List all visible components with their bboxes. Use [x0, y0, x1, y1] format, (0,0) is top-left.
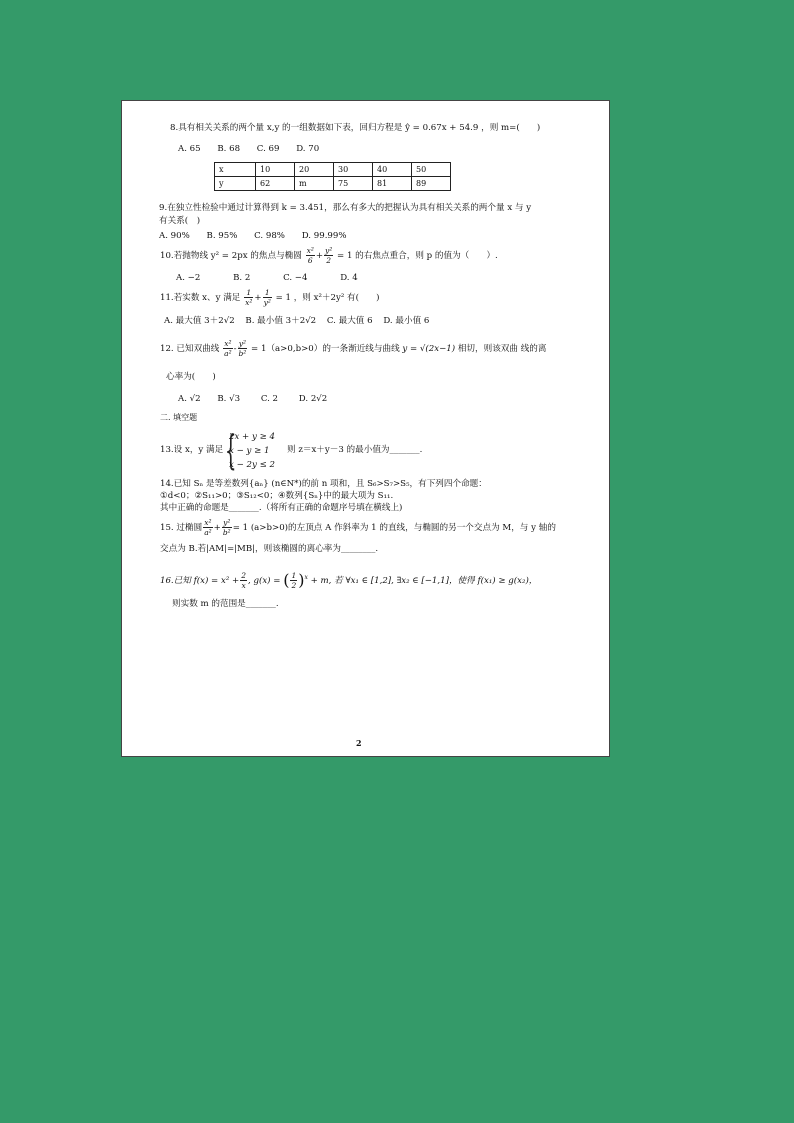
question-13-stem: 13.设 x，y 满足 — [160, 445, 224, 455]
operator: - — [233, 344, 237, 354]
operator: + — [315, 251, 324, 261]
question-10-tail: = 1 的右焦点重合，则 p 的值为（ ）. — [337, 251, 498, 261]
question-10-options — [176, 273, 372, 284]
denominator: x — [241, 580, 246, 590]
question-15-tail: = 1 (a>b>0)的左顶点 A 作斜率为 1 的直线，与椭圆的另一个交点为 M，与 y 轴的 — [232, 523, 556, 533]
fraction — [203, 518, 212, 537]
table-cell: 10 — [256, 163, 295, 177]
option-c: C. 98% — [254, 231, 285, 241]
option-d: D. 4 — [340, 273, 358, 283]
question-10-text — [160, 244, 498, 268]
denominator: 2 — [291, 580, 297, 590]
option-a: A. 65 — [178, 144, 201, 154]
option-c: C. 69 — [256, 144, 280, 154]
exponent-x: x — [304, 574, 308, 581]
regression-data-table — [214, 162, 451, 191]
question-14-line1: 14.已知 Sₙ 是等差数列{aₙ} (n∈N*)的前 n 项和，且 S₆>S₇>S₅，有下列四个命题： — [160, 479, 487, 489]
numerator: x² — [224, 339, 232, 348]
question-10-stem: 10.若抛物线 y² = 2px 的焦点与椭圆 — [160, 251, 302, 261]
numerator: y² — [223, 518, 231, 527]
option-a: A. −2 — [176, 273, 201, 283]
option-d: D. 2√2 — [298, 394, 328, 404]
question-13-tail: 则 z＝x＋y－3 的最小值为_______. — [287, 445, 423, 455]
question-12-options — [178, 394, 341, 405]
option-d: D. 70 — [296, 144, 320, 154]
table-cell: 30 — [334, 163, 373, 177]
option-a: A. 最大值 3＋2√2 — [164, 316, 235, 326]
option-d: D. 99.99% — [301, 231, 347, 241]
inequality: x − y ≥ 1 — [229, 446, 270, 456]
option-c: C. 2 — [260, 394, 279, 404]
operator: + — [213, 523, 221, 533]
table-cell: 89 — [412, 177, 451, 191]
table-cell: 75 — [334, 177, 373, 191]
question-15-line2: 交点为 B.若|AM|=|MB|，则该椭圆的离心率为________. — [160, 544, 379, 554]
question-14-line3: 其中正确的命题是_______.（将所有正确的命题序号填在横线上) — [160, 503, 403, 513]
question-16-tail: + m, 若 ∀x₁ ∈ [1,2], ∃x₂ ∈ [−1,1]，使得 f(x₁) ≥ g(x₂)， — [310, 575, 538, 586]
numerator: x² — [204, 518, 212, 527]
operator: + — [254, 293, 262, 303]
question-9-line2: 有关系( ) — [159, 216, 201, 226]
denominator: a² — [224, 349, 232, 358]
fraction — [223, 339, 232, 358]
question-11-tail: = 1 ，则 x²＋2y² 有( ) — [275, 293, 380, 303]
table-cell: 20 — [295, 163, 334, 177]
section-heading: 二. 填空题 — [160, 413, 198, 422]
denominator: 2 — [326, 256, 332, 265]
question-12-stem: 12. 已知双曲线 — [160, 344, 220, 354]
question-11-options — [164, 316, 443, 327]
fraction — [238, 339, 248, 358]
fraction — [263, 288, 272, 307]
option-c: C. −4 — [283, 273, 308, 283]
question-15-text — [160, 516, 556, 540]
option-b: B. 2 — [233, 273, 251, 283]
denominator: x² — [245, 298, 253, 307]
question-9-options — [159, 231, 361, 242]
option-a: A. 90% — [159, 231, 190, 241]
right-paren: ) — [298, 570, 305, 590]
denominator: b² — [222, 528, 231, 537]
question-8-text: 8.具有相关关系的两个量 x,y 的一组数据如下表，回归方程是 ŷ = 0.67x + 54.9 ，则 m=( ) — [170, 123, 541, 133]
denominator: y² — [263, 298, 271, 307]
left-paren: ( — [283, 570, 290, 590]
numerator: 1 — [291, 570, 297, 580]
question-12-middle: = 1（a>0,b>0）的一条渐近线与曲线 — [251, 344, 400, 354]
table-cell: m — [295, 177, 334, 191]
denominator: b² — [238, 349, 247, 358]
option-b: B. 68 — [217, 144, 241, 154]
question-11-text — [160, 286, 380, 310]
option-b: B. 最小值 3＋2√2 — [245, 316, 317, 326]
denominator: a² — [204, 528, 212, 537]
exam-page — [121, 100, 610, 757]
numerator: 2 — [241, 570, 246, 580]
question-12-text — [160, 337, 547, 361]
question-15-stem: 15. 过椭圆 — [160, 523, 203, 533]
numerator: 1 — [263, 288, 272, 298]
option-a: A. √2 — [178, 394, 201, 404]
table-cell: x — [215, 163, 256, 177]
fraction — [222, 518, 232, 537]
curve-equation: y = √(2x−1) — [402, 344, 456, 354]
table-cell: 81 — [373, 177, 412, 191]
fraction — [244, 288, 253, 307]
question-14-line2: ①d<0；②S₁₁>0；③S₁₂<0；④数列{Sₙ}中的最大项为 S₁₁. — [160, 491, 394, 501]
question-16-stem: 16.已知 f(x) = x² + — [160, 575, 240, 586]
table-row — [215, 177, 451, 191]
fraction — [290, 571, 297, 590]
option-c: C. 最大值 6 — [326, 316, 373, 326]
question-16-middle: , g(x) = — [248, 575, 281, 586]
fraction — [306, 246, 315, 265]
option-b: B. 95% — [206, 231, 238, 241]
table-cell: 50 — [412, 163, 451, 177]
fraction — [324, 246, 333, 265]
question-12-line2: 心率为( ) — [166, 372, 216, 382]
option-d: D. 最小值 6 — [383, 316, 430, 326]
numerator: x² — [306, 246, 314, 255]
numerator: 1 — [244, 288, 253, 298]
question-16-line2: 则实数 m 的范围是_______. — [172, 599, 279, 609]
question-12-tail: 相切，则该双曲 线的离 — [457, 344, 547, 354]
brace-symbol: { — [225, 428, 237, 474]
option-b: B. √3 — [217, 394, 241, 404]
question-9-line1: 9.在独立性检验中通过计算得到 k = 3.451，那么有多大的把握认为具有相关关系的两个量 x 与 y — [159, 203, 532, 213]
question-8-options — [178, 144, 333, 155]
denominator: 6 — [307, 256, 313, 265]
table-cell: 62 — [256, 177, 295, 191]
inequality: x − 2y ≤ 2 — [229, 460, 275, 470]
numerator: y² — [238, 339, 247, 348]
table-cell: y — [215, 177, 256, 191]
page-number: 2 — [356, 738, 362, 748]
table-row — [215, 163, 451, 177]
numerator: y² — [325, 246, 333, 255]
table-cell: 40 — [373, 163, 412, 177]
fraction — [240, 571, 247, 590]
inequality-system — [229, 430, 275, 472]
question-16-text — [160, 565, 537, 594]
question-11-stem: 11.若实数 x、y 满足 — [160, 293, 241, 303]
inequality: 2x + y ≥ 4 — [229, 432, 275, 442]
